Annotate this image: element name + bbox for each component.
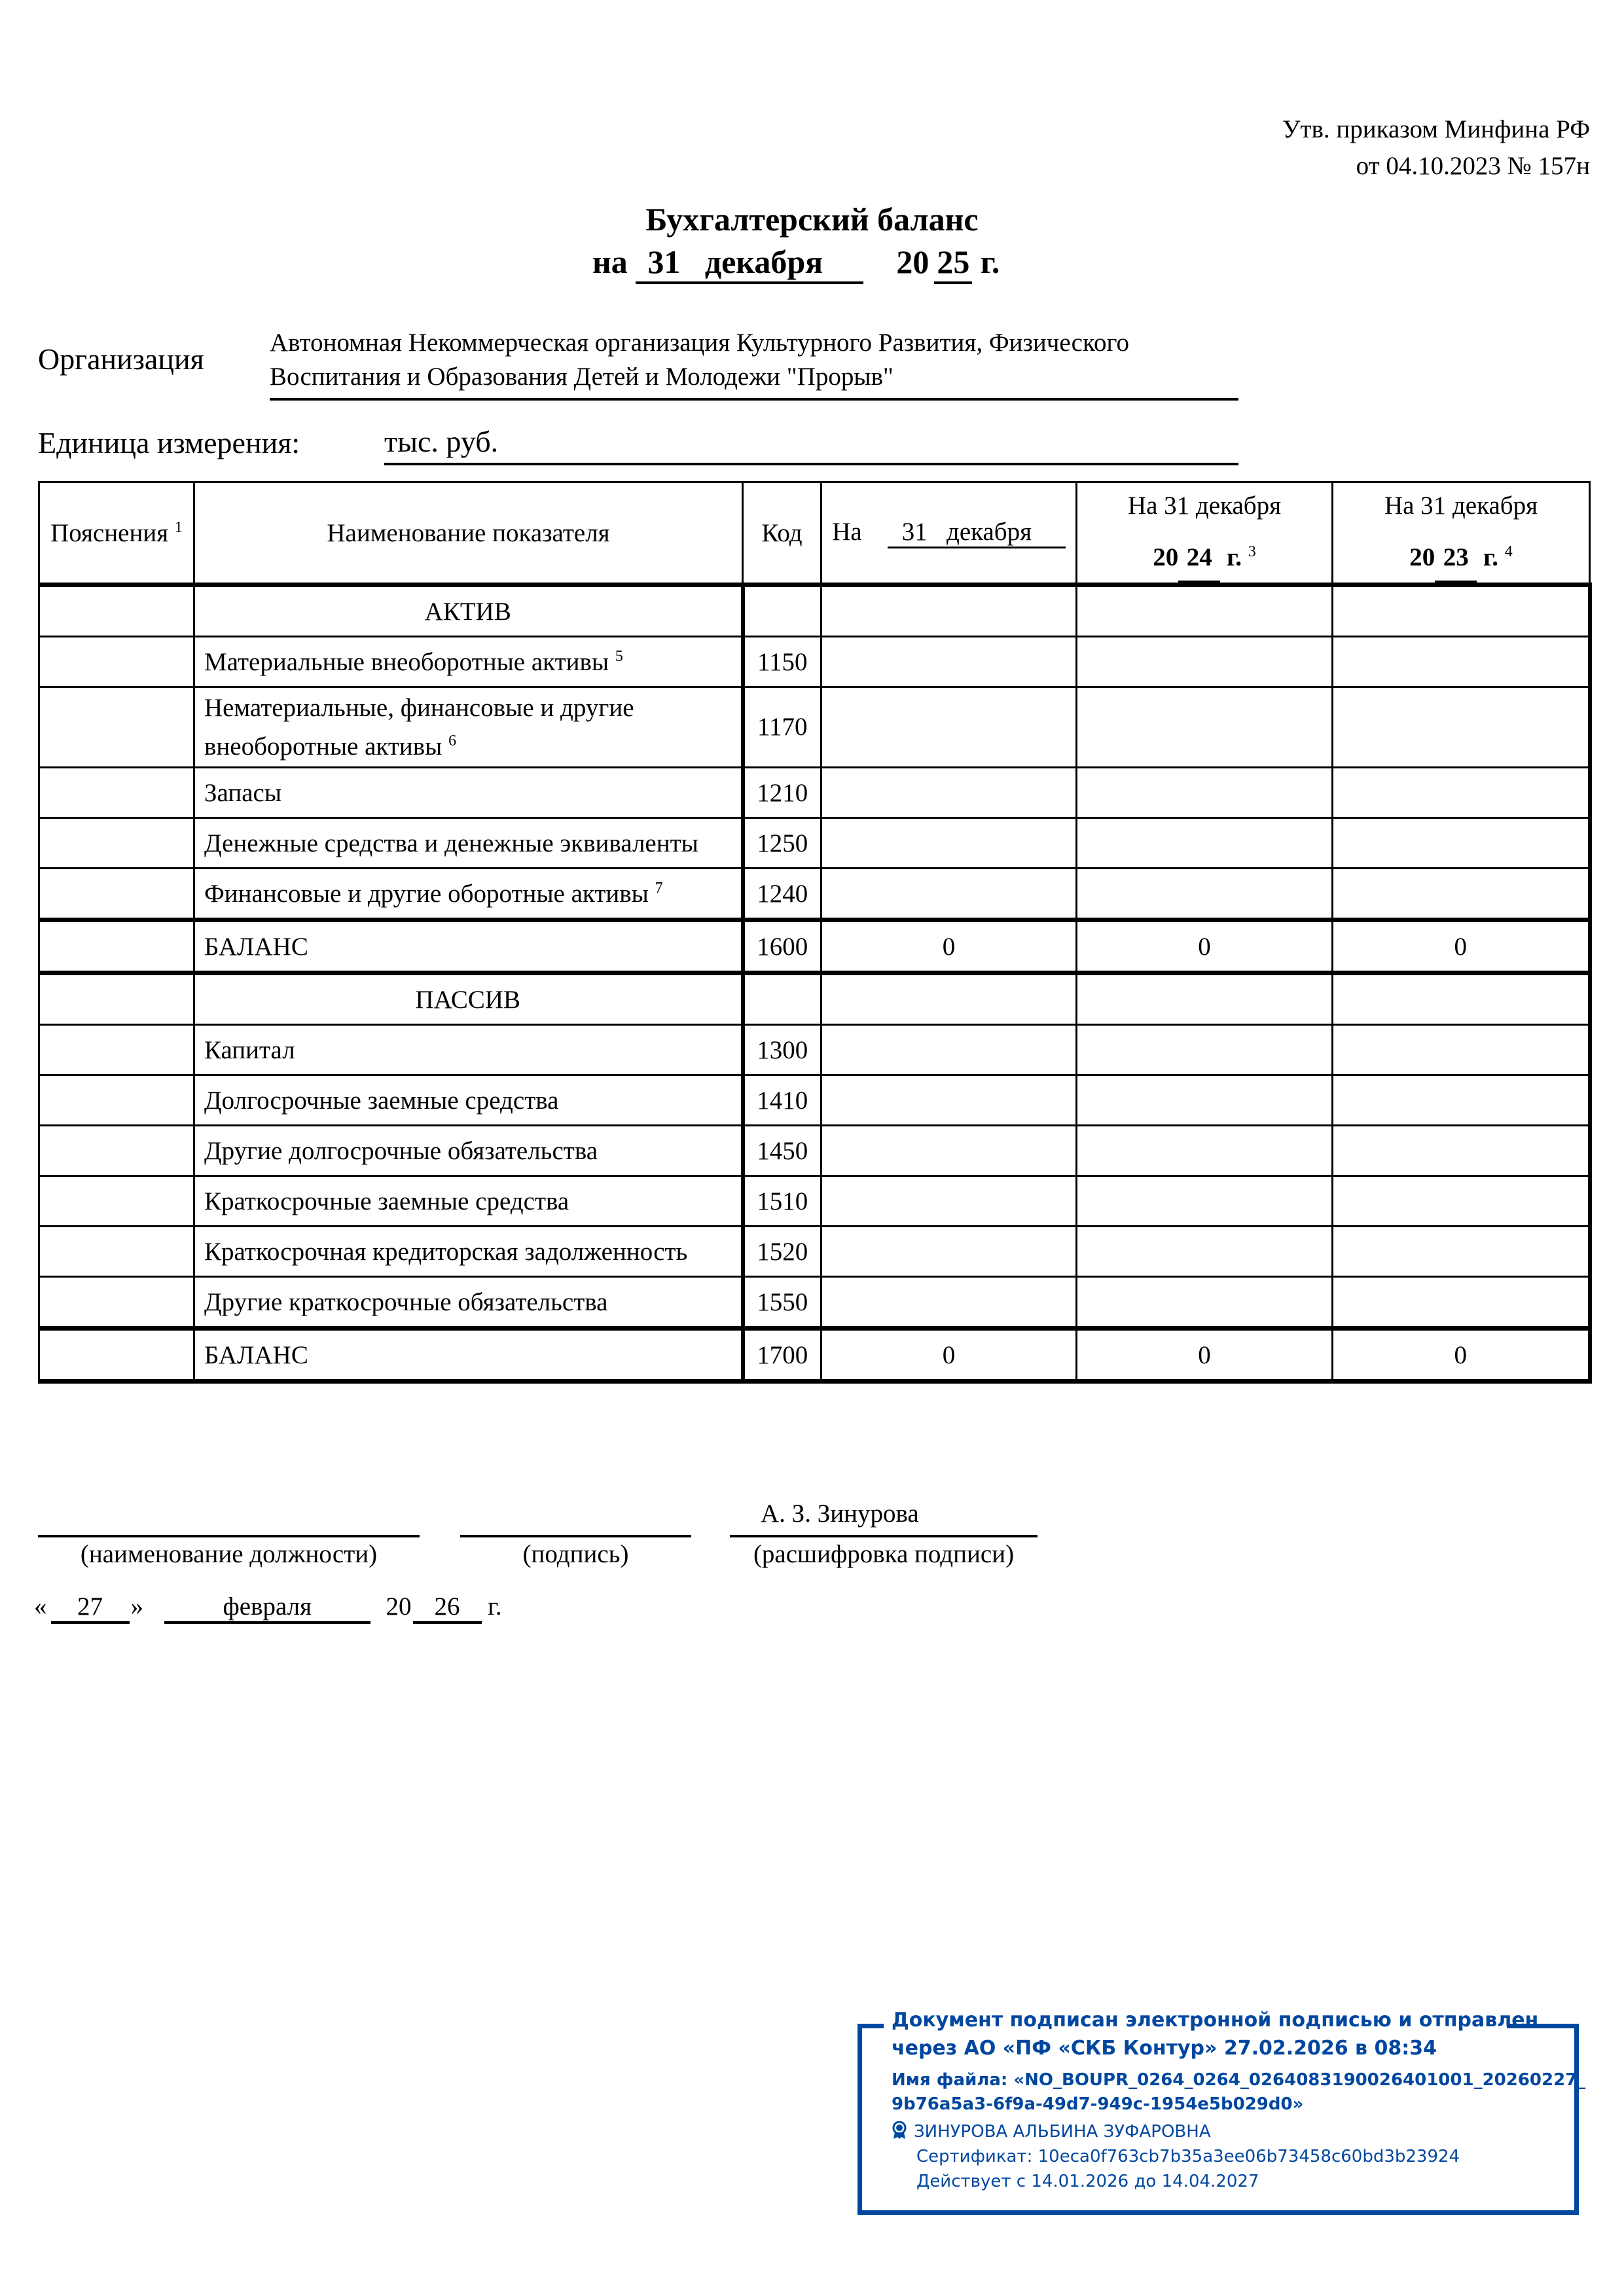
value-current: 0 bbox=[821, 1329, 1077, 1382]
value-prev-2 bbox=[1333, 1227, 1590, 1277]
value-prev-2: 0 bbox=[1333, 920, 1590, 973]
code-cell: 1210 bbox=[743, 768, 821, 818]
value-prev-2 bbox=[1333, 768, 1590, 818]
notes-cell bbox=[39, 818, 194, 869]
report-date-day-month bbox=[636, 242, 863, 284]
code-cell: 1600 bbox=[743, 920, 821, 973]
signer-decoding-value: А. З. Зинурова bbox=[761, 1499, 919, 1528]
table-row bbox=[39, 687, 1590, 768]
header-prev-year-1: На 31 декабря 20 24 г. $^3$ bbox=[1077, 482, 1333, 585]
unit-value: тыс. руб. bbox=[384, 424, 1238, 465]
header-code: Код bbox=[743, 482, 821, 585]
stamp-validity: Действует с 14.01.2026 до 14.04.2027 bbox=[916, 2172, 1259, 2191]
decoding-line bbox=[730, 1535, 1038, 1537]
date-year: 26 bbox=[413, 1592, 482, 1624]
code-cell: 1170 bbox=[743, 687, 821, 768]
value-prev-2 bbox=[1333, 818, 1590, 869]
value-prev-1 bbox=[1077, 687, 1333, 768]
value-prev-2 bbox=[1333, 869, 1590, 920]
value-current: 0 bbox=[821, 920, 1077, 973]
date-close-quote: » bbox=[130, 1592, 143, 1621]
notes-cell bbox=[39, 585, 194, 637]
value-prev-1 bbox=[1077, 1075, 1333, 1126]
indicator-name: Долгосрочные заемные средства bbox=[194, 1075, 743, 1126]
date-open-quote: « bbox=[34, 1592, 47, 1621]
value-prev-1 bbox=[1077, 585, 1333, 637]
value-prev-1 bbox=[1077, 973, 1333, 1025]
code-cell: 1150 bbox=[743, 637, 821, 687]
notes-cell bbox=[39, 1277, 194, 1329]
value-prev-2 bbox=[1333, 637, 1590, 687]
indicator-name: Денежные средства и денежные эквиваленты bbox=[194, 818, 743, 869]
value-prev-1 bbox=[1077, 637, 1333, 687]
notes-cell bbox=[39, 637, 194, 687]
indicator-name: Капитал bbox=[194, 1025, 743, 1075]
value-current bbox=[821, 687, 1077, 768]
balance-table bbox=[38, 481, 1592, 1384]
table-row bbox=[39, 869, 1590, 920]
value-current bbox=[821, 637, 1077, 687]
organization-name-line-2: Воспитания и Образования Детей и Молодежи "Прорыв" bbox=[270, 363, 893, 391]
position-line bbox=[38, 1535, 420, 1537]
value-prev-1 bbox=[1077, 1126, 1333, 1176]
value-prev-2 bbox=[1333, 1025, 1590, 1075]
notes-cell bbox=[39, 768, 194, 818]
header-notes: Пояснения $^1$ bbox=[39, 482, 194, 585]
header-indicator-name: Наименование показателя bbox=[194, 482, 743, 585]
notes-cell bbox=[39, 1227, 194, 1277]
value-prev-2 bbox=[1333, 687, 1590, 768]
section-row-assets bbox=[39, 585, 1590, 637]
value-current bbox=[821, 1277, 1077, 1329]
section-title: АКТИВ bbox=[194, 585, 743, 637]
code-cell: 1520 bbox=[743, 1227, 821, 1277]
approval-line-2: от 04.10.2023 № 157н bbox=[1356, 152, 1590, 180]
report-date-suffix: г. bbox=[980, 243, 1000, 280]
value-prev-1 bbox=[1077, 1277, 1333, 1329]
code-cell: 1240 bbox=[743, 869, 821, 920]
approval-note bbox=[1282, 111, 1590, 185]
value-current bbox=[821, 1025, 1077, 1075]
value-current bbox=[821, 869, 1077, 920]
value-prev-1 bbox=[1077, 1227, 1333, 1277]
value-prev-1 bbox=[1077, 818, 1333, 869]
code-cell: 1410 bbox=[743, 1075, 821, 1126]
date-century: 20 bbox=[386, 1592, 412, 1621]
code-cell: 1700 bbox=[743, 1329, 821, 1382]
notes-cell bbox=[39, 869, 194, 920]
indicator-name: Материальные внеоборотные активы $^5$ bbox=[194, 637, 743, 687]
stamp-file-name bbox=[892, 2068, 1585, 2117]
table-row bbox=[39, 1277, 1590, 1329]
value-current bbox=[821, 585, 1077, 637]
organization-name bbox=[270, 326, 1238, 401]
value-current bbox=[821, 1126, 1077, 1176]
indicator-name: Краткосрочная кредиторская задолженность bbox=[194, 1227, 743, 1277]
decoding-caption: (расшифровка подписи) bbox=[753, 1540, 1015, 1568]
table-row bbox=[39, 1126, 1590, 1176]
organization-name-line-1: Автономная Некоммерческая организация Культурного Развития, Физического bbox=[270, 329, 1129, 357]
value-current bbox=[821, 1075, 1077, 1126]
value-prev-1 bbox=[1077, 1025, 1333, 1075]
stamp-certificate-info bbox=[892, 2119, 1460, 2194]
section-title: ПАССИВ bbox=[194, 973, 743, 1025]
indicator-name: Другие долгосрочные обязательства bbox=[194, 1126, 743, 1176]
value-prev-2 bbox=[1333, 1126, 1590, 1176]
code-cell bbox=[743, 973, 821, 1025]
table-row bbox=[39, 818, 1590, 869]
date-month: февраля bbox=[164, 1592, 370, 1624]
stamp-signer-name: ЗИНУРОВА АЛЬБИНА ЗУФАРОВНА bbox=[914, 2122, 1211, 2142]
signature-line bbox=[460, 1535, 691, 1537]
stamp-line-1: Документ подписан электронной подписью и отправлен bbox=[892, 2009, 1539, 2032]
stamp-file-line-2: 9b76a5a3-6f9a-49d7-949c-1954e5b029d0» bbox=[892, 2094, 1304, 2114]
table-row bbox=[39, 1176, 1590, 1227]
signing-date bbox=[34, 1592, 502, 1624]
stamp-line-2: через АО «ПФ «СКБ Контур» 27.02.2026 в 08:34 bbox=[892, 2037, 1437, 2060]
code-cell: 1550 bbox=[743, 1277, 821, 1329]
unit-label: Единица измерения: bbox=[38, 426, 300, 459]
table-row bbox=[39, 1227, 1590, 1277]
notes-cell bbox=[39, 687, 194, 768]
approval-line-1: Утв. приказом Минфина РФ bbox=[1282, 115, 1590, 143]
value-prev-2 bbox=[1333, 1277, 1590, 1329]
total-row-liabilities bbox=[39, 1329, 1590, 1382]
code-cell bbox=[743, 585, 821, 637]
value-prev-1: 0 bbox=[1077, 920, 1333, 973]
value-current bbox=[821, 768, 1077, 818]
total-label: БАЛАНС bbox=[194, 920, 743, 973]
table-row bbox=[39, 768, 1590, 818]
table-row bbox=[39, 1025, 1590, 1075]
value-prev-2 bbox=[1333, 1075, 1590, 1126]
stamp-signer bbox=[892, 2119, 1460, 2144]
value-prev-1 bbox=[1077, 1176, 1333, 1227]
value-prev-1 bbox=[1077, 768, 1333, 818]
indicator-name: Краткосрочные заемные средства bbox=[194, 1176, 743, 1227]
total-label: БАЛАНС bbox=[194, 1329, 743, 1382]
signature-caption: (подпись) bbox=[522, 1540, 629, 1568]
value-prev-1: 0 bbox=[1077, 1329, 1333, 1382]
stamp-file-line-1: Имя файла: «NO_BOUPR_0264_0264_0264083190026401001_20260227_ bbox=[892, 2070, 1586, 2090]
table-row bbox=[39, 1075, 1590, 1126]
stamp-heading bbox=[892, 2006, 1538, 2062]
report-date-prefix: на bbox=[592, 243, 628, 280]
position-caption: (наименование должности) bbox=[80, 1540, 378, 1568]
notes-cell bbox=[39, 1075, 194, 1126]
value-prev-2 bbox=[1333, 1176, 1590, 1227]
notes-cell bbox=[39, 1329, 194, 1382]
notes-cell bbox=[39, 1126, 194, 1176]
code-cell: 1300 bbox=[743, 1025, 821, 1075]
stamp-border-top-left bbox=[857, 2024, 884, 2028]
date-suffix: г. bbox=[488, 1592, 502, 1621]
organization-label: Организация bbox=[38, 342, 204, 376]
total-row-assets bbox=[39, 920, 1590, 973]
value-current bbox=[821, 1227, 1077, 1277]
code-cell: 1510 bbox=[743, 1176, 821, 1227]
table-row bbox=[39, 637, 1590, 687]
header-prev-year-2: На 31 декабря 20 23 г. $^4$ bbox=[1333, 482, 1590, 585]
notes-cell bbox=[39, 920, 194, 973]
date-day: 27 bbox=[51, 1592, 130, 1624]
report-date-month: декабря bbox=[704, 243, 823, 280]
page-title: Бухгалтерский баланс bbox=[645, 201, 979, 238]
value-prev-2: 0 bbox=[1333, 1329, 1590, 1382]
value-prev-1 bbox=[1077, 869, 1333, 920]
report-date-day: 31 bbox=[647, 243, 681, 280]
value-current bbox=[821, 973, 1077, 1025]
value-prev-2 bbox=[1333, 585, 1590, 637]
indicator-name: Запасы bbox=[194, 768, 743, 818]
header-current-period: На 31 декабря bbox=[821, 482, 1077, 585]
value-current bbox=[821, 1176, 1077, 1227]
indicator-name: Нематериальные, финансовые и другие внеоборотные активы $^6$ bbox=[194, 687, 743, 768]
report-date-century: 20 bbox=[896, 243, 929, 280]
section-row-liabilities bbox=[39, 973, 1590, 1025]
certificate-medal-icon bbox=[892, 2121, 907, 2140]
report-date-year: 25 bbox=[934, 242, 972, 284]
notes-cell bbox=[39, 973, 194, 1025]
code-cell: 1450 bbox=[743, 1126, 821, 1176]
notes-cell bbox=[39, 1025, 194, 1075]
value-current bbox=[821, 818, 1077, 869]
notes-cell bbox=[39, 1176, 194, 1227]
table-header-row bbox=[39, 482, 1590, 585]
value-prev-2 bbox=[1333, 973, 1590, 1025]
stamp-certificate: Сертификат: 10eca0f763cb7b35a3ee06b73458c60bd3b23924 bbox=[916, 2147, 1460, 2166]
code-cell: 1250 bbox=[743, 818, 821, 869]
indicator-name: Другие краткосрочные обязательства bbox=[194, 1277, 743, 1329]
indicator-name: Финансовые и другие оборотные активы $^7$ bbox=[194, 869, 743, 920]
